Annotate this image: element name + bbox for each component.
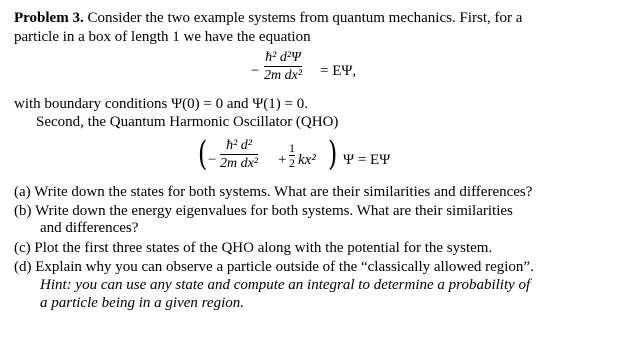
list-item-d — [14, 259, 534, 276]
item-c-text: Plot the first three states of the QHO along with the potential for the system. — [34, 240, 493, 256]
item-a-text: Write down the states for both systems. What are their similarities and differences? — [34, 184, 533, 200]
intro-text-1: Consider the two example systems from quantum mechanics. First, for a — [87, 10, 523, 26]
right-paren: ) — [327, 134, 338, 174]
intro-line-1 — [14, 10, 522, 27]
eq2-rhs: Ψ = EΨ — [343, 152, 391, 168]
left-paren: ( — [197, 134, 208, 174]
eq1-fraction — [264, 50, 302, 83]
eq1-rhs: = EΨ, — [320, 63, 357, 79]
boundary-line: with boundary conditions Ψ(0) = 0 and Ψ(1) = 0. — [14, 96, 309, 112]
eq1-minus: − — [251, 63, 260, 79]
eq2-kx-term: kx² — [298, 152, 316, 168]
item-d-label: (d) — [14, 259, 32, 275]
eq2-fraction-1 — [220, 138, 258, 171]
item-c-label: (c) — [14, 240, 31, 256]
eq2-denominator-1: 2m dx² — [220, 156, 259, 171]
eq1-denominator: 2m dx² — [264, 68, 303, 83]
item-d-text: Explain why you can observe a particle outside of the “classically allowed region”. — [35, 259, 534, 275]
item-d-hint-1: Hint: you can use any state and compute an integral to determine a probability of — [40, 277, 531, 293]
eq2-minus: − — [208, 152, 217, 168]
list-item-a — [14, 184, 532, 201]
list-item-b — [14, 203, 513, 220]
qho-intro-line: Second, the Quantum Harmonic Oscillator (QHO) — [36, 114, 339, 130]
eq2-numerator-2: 1 — [289, 141, 295, 155]
list-item-c — [14, 240, 492, 257]
item-b-text-continued: and differences? — [40, 220, 139, 236]
intro-line-2: particle in a box of length 1 we have the equation — [14, 29, 311, 45]
item-b-text: Write down the energy eigenvalues for both systems. What are their similarities — [34, 203, 513, 219]
eq1-numerator: ħ² d²Ψ — [265, 50, 301, 65]
problem-heading: Problem 3. — [14, 10, 84, 26]
item-b-label: (b) — [14, 203, 32, 219]
eq2-fraction-2 — [289, 142, 295, 169]
eq2-numerator-1: ħ² d² — [226, 138, 252, 153]
item-a-label: (a) — [14, 184, 31, 200]
eq2-plus: + — [278, 152, 287, 168]
eq2-denominator-2: 2 — [289, 156, 295, 170]
item-d-hint-2: a particle being in a given region. — [40, 295, 244, 311]
